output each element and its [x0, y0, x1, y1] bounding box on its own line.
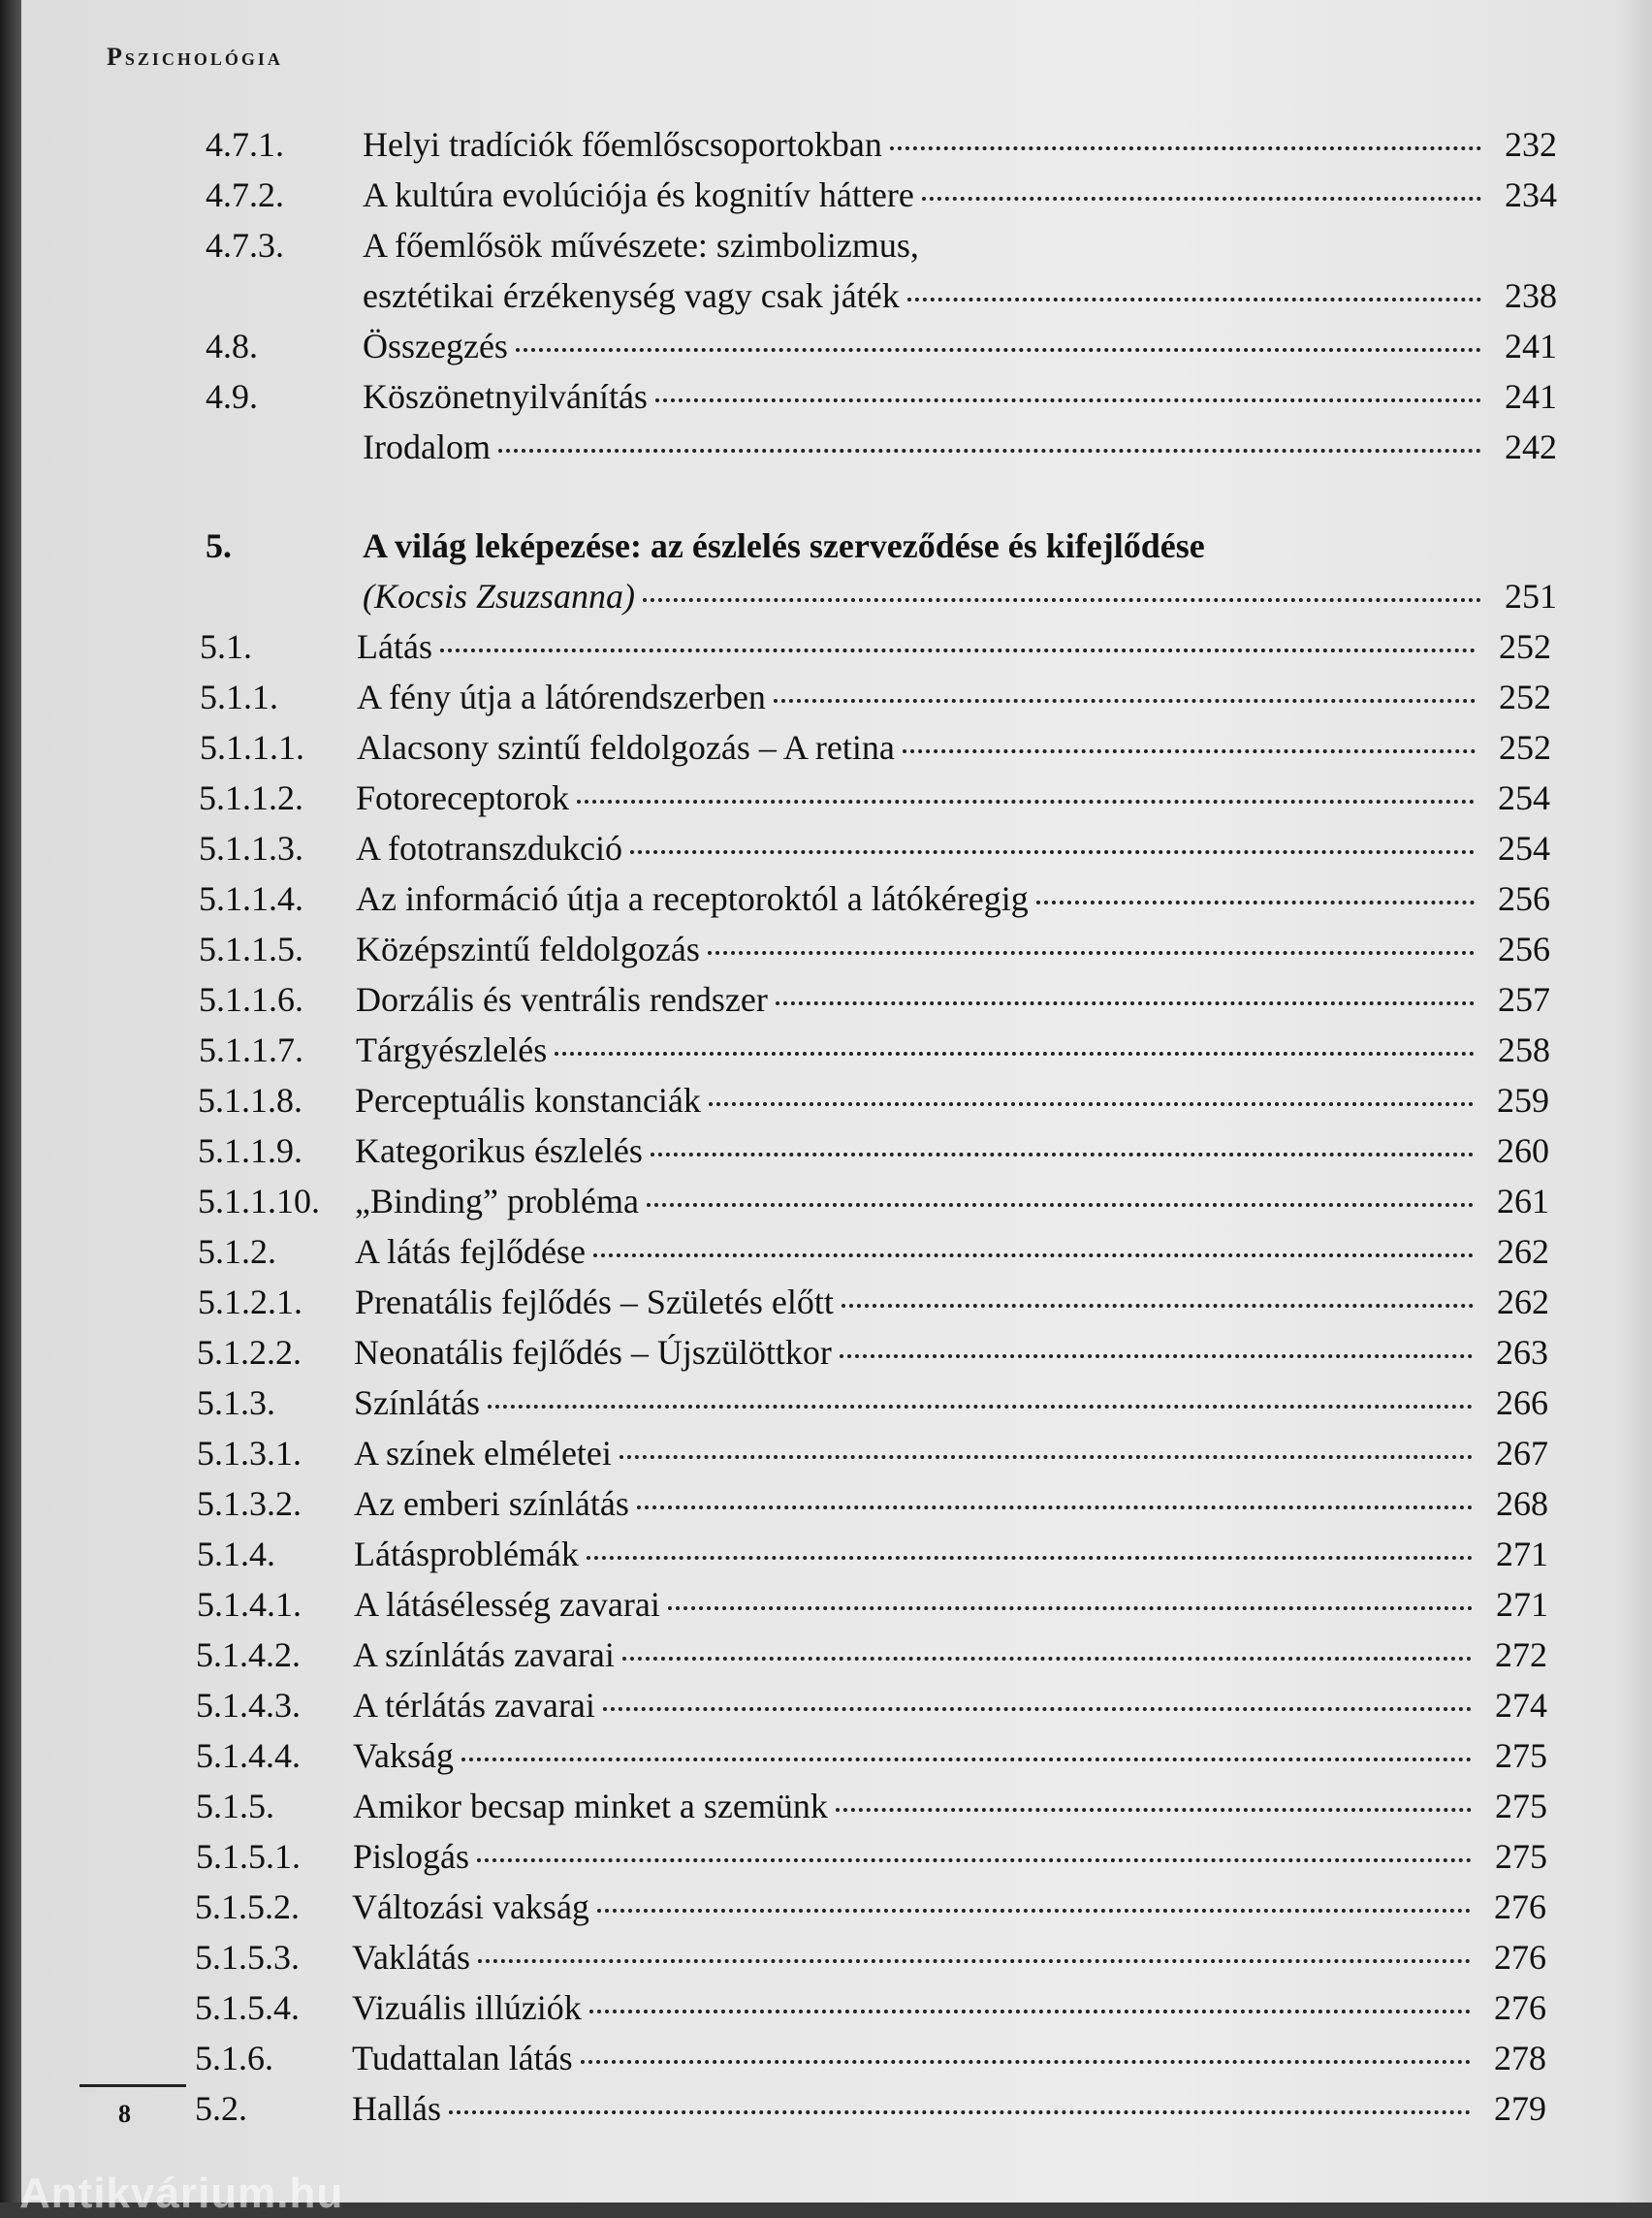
page-number: 8: [118, 2100, 131, 2128]
dot-leader: [593, 1253, 1474, 1257]
toc-number: 5.1.4.4.: [196, 1736, 301, 1775]
toc-row: [21, 1534, 1643, 1582]
toc-entry: [352, 2088, 1546, 2129]
toc-page-number: 252: [1499, 678, 1551, 716]
dot-leader: [842, 1304, 1474, 1308]
toc-number: 5.1.2.2.: [197, 1333, 302, 1372]
dot-leader: [630, 850, 1475, 854]
toc-title: Perceptuális konstanciák: [355, 1081, 701, 1120]
toc-entry: [363, 525, 1557, 566]
toc-row: [21, 576, 1652, 624]
toc-number: 5.1.1.9.: [198, 1131, 302, 1170]
dot-leader: [516, 348, 1481, 352]
toc-entry: [354, 1483, 1548, 1524]
toc-number: 5.: [206, 526, 232, 565]
toc-entry: [353, 1685, 1547, 1726]
toc-title: Fotoreceptorok: [356, 778, 569, 817]
toc-entry: [356, 828, 1550, 869]
toc-page-number: 256: [1498, 930, 1550, 968]
toc-title: A fototranszdukció: [356, 829, 622, 868]
toc-page-number: 254: [1498, 778, 1550, 817]
toc-entry: [354, 1382, 1548, 1423]
toc-page-number: 278: [1494, 2039, 1546, 2077]
toc-page-number: 263: [1496, 1333, 1548, 1372]
toc-title: „Binding” probléma: [355, 1182, 639, 1220]
toc-page-number: 254: [1498, 829, 1550, 868]
toc-page-number: 275: [1495, 1837, 1547, 1876]
toc-page-number: 271: [1496, 1585, 1548, 1624]
dot-leader: [498, 449, 1481, 453]
toc-title: Változási vakság: [352, 1887, 589, 1926]
toc-number: 5.1.: [200, 627, 252, 666]
toc-page-number: 238: [1505, 276, 1557, 315]
toc-number: 5.1.4.1.: [197, 1585, 302, 1624]
toc-entry: [356, 979, 1550, 1020]
toc-row: [21, 427, 1652, 475]
toc-title: Vizuális illúziók: [352, 1988, 582, 2027]
dot-leader: [620, 1455, 1473, 1459]
toc-row: [21, 1382, 1643, 1431]
dot-leader: [655, 398, 1481, 402]
book-page: [21, 0, 1652, 2202]
toc-page-number: 279: [1494, 2089, 1546, 2128]
dot-leader: [589, 2010, 1471, 2013]
toc-title: Az emberi színlátás: [354, 1484, 629, 1523]
toc-number: 5.1.1.1.: [200, 728, 304, 767]
toc-title: Kategorikus észlelés: [355, 1131, 643, 1170]
toc-entry: [354, 1332, 1548, 1373]
toc-number: 5.1.1.6.: [199, 980, 303, 1019]
toc-entry: [355, 1181, 1549, 1221]
dot-leader: [449, 2110, 1471, 2114]
toc-row: [21, 1030, 1645, 1078]
toc-entry: [352, 2038, 1546, 2078]
dot-leader: [890, 146, 1481, 150]
toc-row: [21, 275, 1652, 324]
toc-title: A fény útja a látórendszerben: [357, 678, 766, 716]
toc-row: [21, 2038, 1641, 2086]
toc-number: 5.1.3.: [197, 1383, 275, 1422]
toc-row: [21, 929, 1645, 977]
dot-leader: [587, 1556, 1473, 1560]
toc-page-number: 268: [1496, 1484, 1548, 1523]
toc-entry: [352, 1937, 1546, 1978]
toc-title: A színek elméletei: [354, 1434, 612, 1473]
dot-leader: [647, 1203, 1474, 1207]
toc-page-number: 258: [1498, 1030, 1550, 1069]
dot-leader: [776, 1001, 1475, 1005]
toc-title: A színlátás zavarai: [353, 1635, 615, 1674]
toc-row: [21, 1130, 1644, 1179]
toc-row: [21, 174, 1652, 223]
toc-page-number: 262: [1497, 1283, 1549, 1321]
toc-page-number: 257: [1498, 980, 1550, 1019]
toc-row: [21, 677, 1646, 725]
toc-row: [21, 1735, 1642, 1784]
toc-entry: [363, 576, 1557, 617]
toc-title: A kultúra evolúciója és kognitív háttere: [363, 175, 914, 214]
toc-row: [21, 225, 1652, 273]
toc-number: 5.1.6.: [195, 2039, 273, 2077]
dot-leader: [907, 298, 1481, 301]
toc-row: [21, 1584, 1643, 1632]
dot-leader: [651, 1153, 1474, 1157]
toc-title: Tudattalan látás: [352, 2039, 573, 2077]
toc-page-number: 252: [1499, 627, 1551, 666]
toc-page-number: 241: [1505, 327, 1557, 365]
toc-title: Irodalom: [363, 428, 491, 466]
toc-title: Vaklátás: [352, 1938, 470, 1977]
toc-entry: [354, 1534, 1548, 1574]
toc-row: [21, 326, 1652, 374]
toc-page-number: 276: [1494, 1988, 1546, 2027]
toc-number: 5.1.3.2.: [197, 1484, 302, 1523]
toc-entry: [357, 626, 1551, 667]
toc-row: [21, 1433, 1643, 1481]
toc-page-number: 276: [1494, 1887, 1546, 1926]
toc-number: 5.1.5.2.: [195, 1887, 300, 1926]
dot-leader: [708, 951, 1475, 955]
dot-leader: [709, 1102, 1474, 1106]
toc-row: [21, 1836, 1642, 1885]
toc-entry: [356, 777, 1550, 818]
toc-title: Összegzés: [363, 327, 508, 365]
toc-title: Hallás: [352, 2089, 441, 2128]
toc-number: 5.1.2.1.: [198, 1283, 302, 1321]
toc-title: A főemlősök művészete: szimbolizmus,: [363, 226, 919, 265]
toc-title: Vakság: [353, 1736, 454, 1775]
toc-number: 4.7.3.: [206, 226, 284, 265]
toc-entry: [352, 1987, 1546, 2028]
dot-leader: [637, 1505, 1473, 1509]
toc-number: 5.1.1.: [200, 678, 278, 716]
toc-row: [21, 1886, 1641, 1935]
dot-leader: [597, 1909, 1471, 1913]
toc-entry: [363, 174, 1557, 215]
toc-number: 4.9.: [206, 377, 258, 416]
toc-page-number: 275: [1495, 1787, 1547, 1825]
toc-page-number: 275: [1495, 1736, 1547, 1775]
toc-entry: [363, 124, 1557, 165]
toc-title: Dorzális és ventrális rendszer: [356, 980, 768, 1019]
dot-leader: [577, 800, 1475, 804]
toc-page-number: 262: [1497, 1232, 1549, 1271]
toc-number: 5.1.4.2.: [196, 1635, 301, 1674]
toc-number: 5.1.1.10.: [198, 1182, 320, 1220]
toc-entry: [355, 1080, 1549, 1121]
toc-title: (Kocsis Zsuzsanna): [363, 577, 636, 616]
toc-page-number: 274: [1495, 1686, 1547, 1725]
toc-title: Helyi tradíciók főemlőscsoportokban: [363, 125, 882, 164]
toc-number: 5.1.4.3.: [196, 1686, 301, 1725]
toc-page-number: 252: [1499, 728, 1551, 767]
toc-number: 5.1.5.1.: [196, 1837, 301, 1876]
toc-title: A térlátás zavarai: [353, 1686, 595, 1725]
toc-entry: [354, 1584, 1548, 1625]
toc-row: [21, 1231, 1644, 1280]
toc-entry: [357, 727, 1551, 768]
toc-page-number: 266: [1496, 1383, 1548, 1422]
toc-page-number: 261: [1497, 1182, 1549, 1220]
toc-entry: [355, 1130, 1549, 1171]
toc-row: [21, 2088, 1641, 2137]
toc-number: 5.1.2.: [198, 1232, 276, 1271]
dot-leader: [840, 1354, 1473, 1358]
toc-number: 5.1.1.8.: [198, 1081, 302, 1120]
toc-page-number: 256: [1498, 879, 1550, 918]
toc-entry: [355, 1231, 1549, 1272]
dot-leader: [668, 1606, 1473, 1610]
toc-title: Tárgyészlelés: [356, 1030, 548, 1069]
dot-leader: [461, 1758, 1472, 1761]
dot-leader: [488, 1405, 1473, 1409]
toc-entry: [354, 1433, 1548, 1473]
toc-title: Látásproblémák: [354, 1535, 579, 1573]
toc-number: 5.1.1.3.: [199, 829, 303, 868]
dot-leader: [477, 1858, 1472, 1862]
toc-entry: [363, 275, 1557, 316]
toc-row: [21, 1080, 1644, 1128]
toc-title: Középszintű feldolgozás: [356, 930, 700, 968]
toc-number: 5.2.: [195, 2089, 247, 2128]
toc-entry: [363, 225, 1557, 266]
dot-leader: [555, 1052, 1475, 1056]
dot-leader: [478, 1959, 1471, 1963]
toc-row: [21, 1634, 1642, 1683]
toc-title: Az információ útja a receptoroktól a látókéregig: [356, 879, 1029, 918]
toc-title: Köszönetnyilvánítás: [363, 377, 648, 416]
toc-number: 5.1.1.2.: [199, 778, 303, 817]
toc-entry: [356, 878, 1550, 919]
toc-entry: [363, 326, 1557, 366]
toc-entry: [353, 1786, 1547, 1826]
toc-entry: [357, 677, 1551, 717]
toc-title: Amikor becsap minket a szemünk: [353, 1787, 828, 1825]
dot-leader: [622, 1657, 1472, 1661]
toc-row: [21, 1937, 1641, 1985]
toc-page-number: 241: [1505, 377, 1557, 416]
toc-title: Látás: [357, 627, 432, 666]
toc-number: 5.1.5.: [196, 1787, 274, 1825]
toc-row: [21, 525, 1652, 574]
dot-leader: [603, 1707, 1472, 1711]
toc-page-number: 272: [1495, 1635, 1547, 1674]
footer-rule: [79, 2084, 186, 2087]
toc-entry: [363, 376, 1557, 417]
toc-entry: [356, 1030, 1550, 1070]
toc-number: 5.1.5.3.: [195, 1938, 300, 1977]
toc-number: 5.1.1.4.: [199, 879, 303, 918]
toc-page-number: 251: [1505, 577, 1557, 616]
toc-number: 5.1.1.7.: [199, 1030, 303, 1069]
toc-page-number: 260: [1497, 1131, 1549, 1170]
dot-leader: [903, 749, 1476, 753]
toc-number: 5.1.1.5.: [199, 930, 303, 968]
toc-page-number: 234: [1505, 175, 1557, 214]
book-spine-edge: [0, 0, 21, 2202]
toc-row: [21, 1483, 1643, 1532]
toc-title: A világ leképezése: az észlelés szerveződése és kifejlődése: [363, 526, 1205, 565]
toc-row: [21, 1987, 1641, 2036]
toc-row: [21, 1786, 1642, 1834]
toc-title: A látás fejlődése: [355, 1232, 586, 1271]
toc-number: 5.1.3.1.: [197, 1434, 302, 1473]
toc-row: [21, 878, 1645, 927]
toc-title: Alacsony szintű feldolgozás – A retina: [357, 728, 895, 767]
toc-title: esztétikai érzékenység vagy csak játék: [363, 276, 900, 315]
dot-leader: [836, 1808, 1472, 1812]
toc-number: 5.1.4.: [197, 1535, 275, 1573]
toc-row: [21, 1685, 1642, 1733]
toc-entry: [356, 929, 1550, 969]
toc-title: Neonatális fejlődés – Újszülöttkor: [354, 1333, 832, 1372]
toc-title: Pislogás: [353, 1837, 470, 1876]
toc-page-number: 232: [1505, 125, 1557, 164]
toc-number: 4.7.1.: [206, 125, 284, 164]
toc-title: Színlátás: [354, 1383, 480, 1422]
toc-row: [21, 727, 1646, 776]
toc-title: Prenatális fejlődés – Születés előtt: [355, 1283, 834, 1321]
running-head: Pszichológia: [107, 43, 283, 71]
page-shadow: [1613, 0, 1652, 2202]
toc-number: 5.1.5.4.: [195, 1988, 300, 2027]
toc-number: 4.8.: [206, 327, 258, 365]
toc-entry: [363, 427, 1557, 467]
toc-row: [21, 626, 1646, 675]
toc-row: [21, 828, 1645, 876]
toc-row: [21, 1282, 1644, 1330]
toc-page-number: 242: [1505, 428, 1557, 466]
toc-page-number: 271: [1496, 1535, 1548, 1573]
dot-leader: [643, 598, 1481, 602]
toc-entry: [352, 1886, 1546, 1927]
toc-title: A látásélesség zavarai: [354, 1585, 660, 1624]
dot-leader: [1036, 901, 1475, 904]
toc-entry: [353, 1634, 1547, 1675]
toc-entry: [355, 1282, 1549, 1322]
dot-leader: [581, 2060, 1471, 2064]
toc-entry: [353, 1836, 1547, 1877]
toc-number: 4.7.2.: [206, 175, 284, 214]
toc-page-number: 276: [1494, 1938, 1546, 1977]
toc-page-number: 267: [1496, 1434, 1548, 1473]
toc-row: [21, 979, 1645, 1028]
toc-row: [21, 1332, 1643, 1380]
dot-leader: [774, 699, 1476, 703]
toc-entry: [353, 1735, 1547, 1776]
toc-row: [21, 376, 1652, 425]
toc-row: [21, 124, 1652, 173]
watermark: Antikvárium.hu: [19, 2170, 344, 2217]
dot-leader: [922, 197, 1481, 201]
dot-leader: [440, 649, 1476, 652]
toc-page-number: 259: [1497, 1081, 1549, 1120]
toc-row: [21, 1181, 1644, 1229]
toc-row: [21, 777, 1645, 826]
